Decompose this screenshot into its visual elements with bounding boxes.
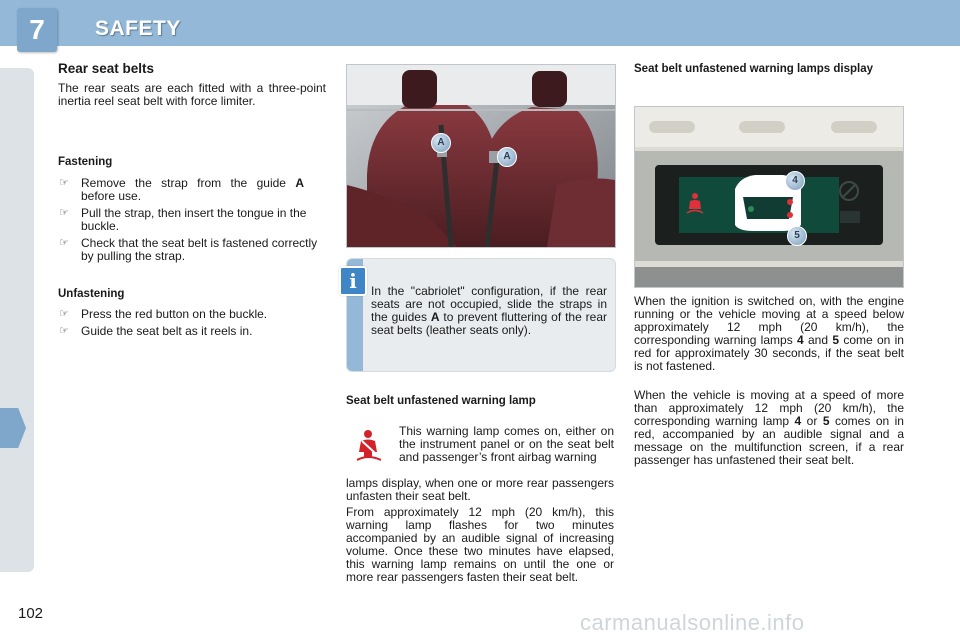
list-item: ☞ Guide the seat belt as it reels in.	[59, 324, 253, 338]
section-title: Rear seat belts	[58, 61, 155, 76]
warning-display-photo	[634, 106, 904, 288]
side-chapter-marker	[0, 408, 26, 448]
rear-seats-illustration	[347, 65, 615, 247]
intro-paragraph: The rear seats are each fitted with a three-point inertia reel seat belt with force limiter.	[58, 81, 326, 108]
fastening-title: Fastening	[58, 156, 113, 168]
pointing-hand-icon: ☞	[59, 177, 69, 189]
info-text: In the "cabriolet" configuration, if the rear seats are not occupied, slide the straps in the guides A to prevent fluttering of the rear seat belts (leather seats only).	[371, 284, 607, 337]
warning-lamp-5-callout: 5	[787, 226, 807, 246]
warning-lamp-paragraph-2: From approximately 12 mph (20 km/h), this warning lamp flashes for two minutes accompanied by an audible signal of increasing volume. Once these two minutes have elapsed, this warning lamp remains on until the one or more rear passengers fasten their seat belt.	[346, 505, 614, 584]
seatbelt-warning-icon	[351, 428, 387, 464]
chapter-title: SAFETY	[95, 17, 181, 40]
warning-lamp-title: Seat belt unfastened warning lamp	[346, 395, 536, 407]
page-number: 102	[18, 605, 44, 622]
unfastening-list	[58, 308, 326, 342]
pointing-hand-icon: ☞	[59, 237, 69, 249]
watermark: carmanualsonline.info	[580, 610, 805, 635]
pointing-hand-icon: ☞	[59, 325, 69, 337]
pointing-hand-icon: ☞	[59, 207, 69, 219]
warning-lamp-paragraph-1b: lamps display, when one or more rear passengers unfasten their seat belt.	[346, 476, 614, 503]
info-icon: i	[339, 266, 367, 296]
guide-a-label: A	[497, 147, 517, 167]
list-item: ☞ Pull the strap, then insert the tongue in the buckle.	[59, 206, 307, 233]
warning-display-illustration	[635, 107, 903, 287]
list-item: ☞ Check that the seat belt is fastened correctly by pulling the strap.	[59, 236, 318, 263]
fastening-list	[58, 177, 326, 267]
rear-seats-photo	[346, 64, 616, 248]
display-title: Seat belt unfastened warning lamps display	[634, 63, 874, 75]
display-paragraph-1: When the ignition is switched on, with the engine running or the vehicle moving at a speed below approximately 12 mph (20 km/h), the corresponding warning lamps 4 and 5 come on in red for approximately 30 seconds, if the seat belt is not fastened.	[634, 294, 904, 373]
warning-lamp-paragraph-1a: This warning lamp comes on, either on the instrument panel or on the seat belt and passenger’s front airbag warning	[399, 424, 614, 464]
unfastening-title: Unfastening	[58, 288, 125, 300]
guide-a-label: A	[431, 133, 451, 153]
list-item: ☞ Remove the strap from the guide A before use.	[59, 176, 304, 203]
list-item: ☞ Press the red button on the buckle.	[59, 307, 268, 321]
side-margin-strip	[0, 68, 34, 572]
chapter-tab	[17, 8, 57, 52]
warning-lamp-4-callout: 4	[785, 171, 805, 191]
pointing-hand-icon: ☞	[59, 308, 69, 320]
display-paragraph-2: When the vehicle is moving at a speed of more than approximately 12 mph (20 km/h), the corresponding warning lamp 4 or 5 comes on in red, accompanied by an audible signal and a message on the multifunction screen, if a rear passenger has unfastened their seat belt.	[634, 388, 904, 467]
chapter-number: 7	[29, 14, 45, 45]
